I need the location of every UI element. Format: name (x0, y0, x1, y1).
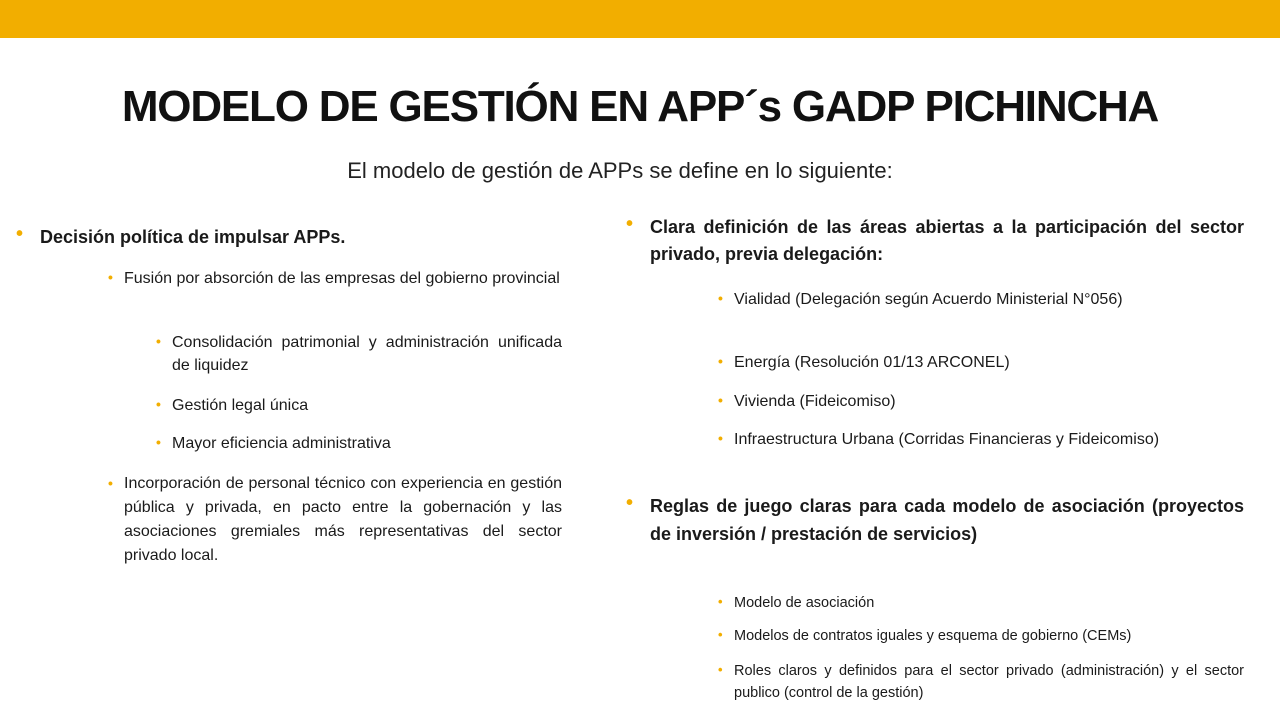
right-area-item (718, 390, 1244, 413)
right-area-text: Infraestructura Urbana (Corridas Financieras y Fideicomiso) (734, 431, 1160, 448)
right-heading-reglas-text: Reglas de juego claras para cada modelo de asociación (proyectos de inversión / prestación de servicios) (650, 496, 1244, 544)
left-sub-item-text: Mayor eficiencia administrativa (172, 435, 391, 452)
right-area-item (718, 351, 1244, 374)
bullet-icon: • (718, 290, 723, 306)
top-accent-bar (0, 0, 1280, 38)
bullet-icon: • (718, 392, 723, 408)
right-regla-text: Modelos de contratos iguales y esquema de gobierno (CEMs) (734, 628, 1132, 644)
bullet-icon: • (626, 213, 634, 235)
bullet-icon: • (718, 594, 723, 609)
bullet-icon: • (108, 269, 113, 285)
left-fusion-text: Fusión por absorción de las empresas del gobierno provincial (124, 270, 560, 287)
bullet-icon: • (718, 627, 723, 642)
bullet-icon: • (156, 396, 161, 412)
bullet-icon: • (156, 333, 161, 349)
right-regla-item (718, 625, 1244, 647)
left-sub-item (156, 331, 562, 377)
left-heading (16, 223, 500, 251)
bullet-icon: • (108, 475, 113, 491)
slide-subtitle: El modelo de gestión de APPs se define en lo siguiente: (347, 158, 893, 183)
left-sub-item-text: Consolidación patrimonial y administración unificada de liquidez (172, 334, 562, 374)
bullet-icon: • (626, 492, 634, 514)
right-area-text: Vivienda (Fideicomiso) (734, 393, 896, 410)
left-fusion-item (108, 267, 562, 290)
right-regla-text: Modelo de asociación (734, 595, 875, 611)
bullet-icon: • (156, 434, 161, 450)
right-heading-areas-text: Clara definición de las áreas abiertas a la participación del sector privado, previa delegación: (650, 217, 1244, 264)
left-incorporacion-text: Incorporación de personal técnico con experiencia en gestión pública y privada, en pacto entre la gobernación y las asociaciones gremiales más representativas del sector privado local. (124, 475, 562, 564)
right-area-item (718, 428, 1244, 451)
slide-title: MODELO DE GESTIÓN EN APP´s GADP PICHINCHA (121, 82, 1159, 131)
bullet-icon: • (718, 353, 723, 369)
left-heading-text: Decisión política de impulsar APPs. (40, 227, 346, 247)
left-sub-item-text: Gestión legal única (172, 397, 309, 414)
right-area-text: Energía (Resolución 01/13 ARCONEL) (734, 354, 1010, 371)
left-sub-item (156, 394, 562, 417)
bullet-icon: • (16, 223, 24, 245)
right-heading-areas (626, 213, 1244, 268)
left-sub-item (156, 432, 562, 455)
bullet-icon: • (718, 662, 723, 677)
left-incorporacion-item (108, 472, 562, 568)
right-regla-item (718, 592, 1244, 614)
bullet-icon: • (718, 430, 723, 446)
right-heading-reglas (626, 492, 1244, 548)
right-regla-text: Roles claros y definidos para el sector privado (administración) y el sector publico (control de la gestión) (734, 663, 1244, 701)
right-area-text: Vialidad (Delegación según Acuerdo Ministerial N°056) (734, 291, 1123, 308)
right-area-item (718, 288, 1244, 311)
right-regla-item (718, 660, 1244, 704)
